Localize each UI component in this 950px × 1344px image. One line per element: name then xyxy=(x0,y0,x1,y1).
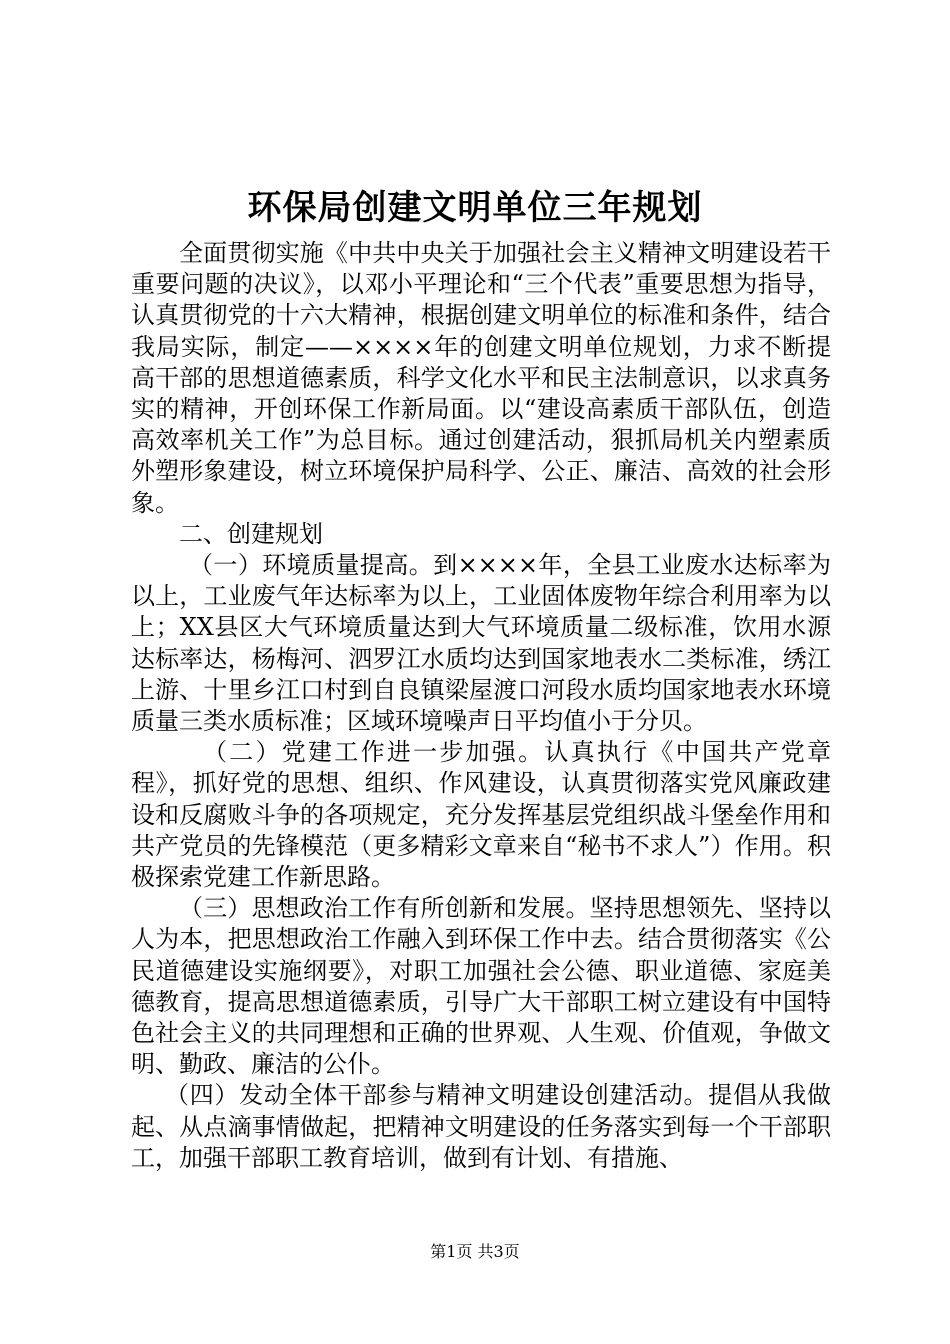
section-heading: 二、创建规划 xyxy=(179,519,323,548)
paragraph-item-1: （一）环境质量提高。到××××年，全县工业废水达标率为以上，工业废气年达标率为以上，工业固体废物年综合利用率为以上；XX县区大气环境质量达到大气环境质量二级标准，饮用水源达标率达，杨梅河、泗罗江水质均达到国家地表水二类标准，绣江上游、十里乡江口村到自良镇梁屋渡口河段水质均国家地表水环境质量三类水质标准；区域环境噪声日平均值小于分贝。 xyxy=(131,551,831,736)
document-body xyxy=(131,238,831,1174)
paragraph-item-4: （四）发动全体干部参与精神文明建设创建活动。提倡从我做起、从点滴事情做起，把精神文明建设的任务落实到每一个干部职工，加强干部职工教育培训，做到有计划、有措施、 xyxy=(131,1081,831,1172)
document-title: 环保局创建文明单位三年规划 xyxy=(247,188,703,228)
page-footer: 第1页 共3页 xyxy=(430,1242,520,1261)
paragraph-item-2: （二）党建工作进一步加强。认真执行《中国共产党章程》，抓好党的思想、组织、作风建设，认真贯彻落实党风廉政建设和反腐败斗争的各项规定，充分发挥基层党组织战斗堡垒作用和共产党员的先锋模范（更多精彩文章来自“秘书不求人”）作用。积极探索党建工作新思路。 xyxy=(131,738,831,892)
paragraph-item-3: （三）思想政治工作有所创新和发展。坚持思想领先、坚持以人为本，把思想政治工作融入到环保工作中去。结合贯彻落实《公民道德建设实施纲要》，对职工加强社会公德、职业道德、家庭美德教育，提高思想道德素质，引导广大干部职工树立建设有中国特色社会主义的共同理想和正确的世界观、人生观、价值观，争做文明、勤政、廉洁的公仆。 xyxy=(131,894,831,1079)
paragraph-intro: 全面贯彻实施《中共中央关于加强社会主义精神文明建设若干重要问题的决议》，以邓小平理论和“三个代表”重要思想为指导，认真贯彻党的十六大精神，根据创建文明单位的标准和条件，结合我局实际，制定——××××年的创建文明单位规划，力求不断提高干部的思想道德素质，科学文化水平和民主法制意识，以求真务实的精神，开创环保工作新局面。以“建设高素质干部队伍，创造高效率机关工作”为总目标。通过创建活动，狠抓局机关内塑素质外塑形象建设，树立环境保护局科学、公正、廉洁、高效的社会形象。 xyxy=(131,239,831,517)
